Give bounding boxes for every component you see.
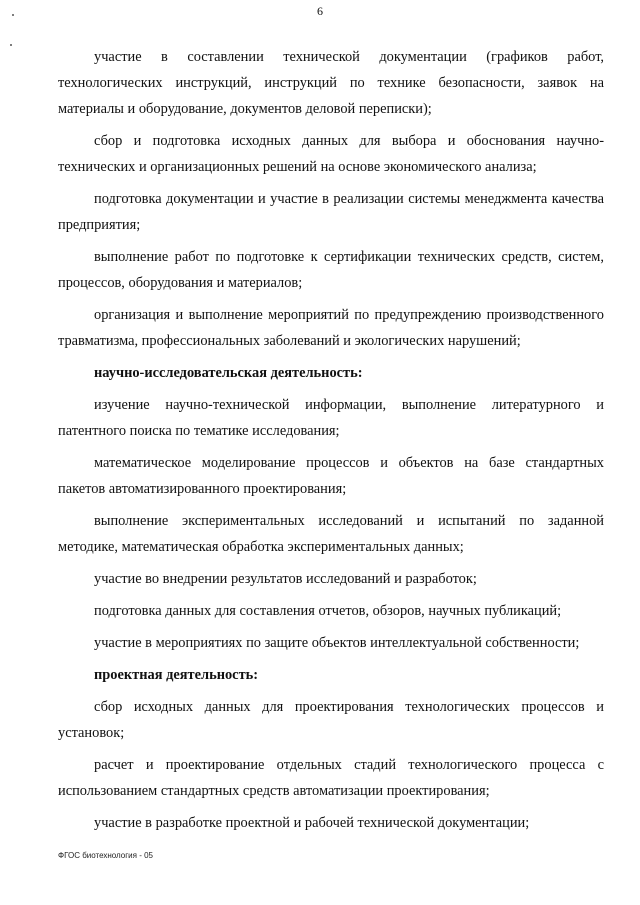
- section-heading: научно-исследовательская деятельность:: [94, 365, 363, 381]
- paragraph: участие в разработке проектной и рабочей технической документации;: [94, 815, 530, 831]
- paragraph: подготовка данных для составления отчетов, обзоров, научных публикаций;: [94, 603, 562, 619]
- paragraph: расчет и проектирование отдельных стадий технологического процесса с использованием стандартных средств автоматизации проектирования;: [58, 757, 604, 799]
- section-heading: проектная деятельность:: [94, 667, 259, 683]
- scan-speck: [10, 44, 12, 46]
- footer-label: ФГОС биотехнология - 05: [58, 851, 153, 860]
- paragraph: подготовка документации и участие в реализации системы менеджмента качества предприятия;: [58, 191, 604, 233]
- page-number: 6: [317, 4, 323, 18]
- paragraph: изучение научно-технической информации, выполнение литературного и патентного поиска по тематике исследования;: [58, 397, 604, 439]
- document-body: [58, 44, 604, 842]
- paragraph: сбор исходных данных для проектирования технологических процессов и установок;: [58, 699, 604, 741]
- paragraph: выполнение экспериментальных исследований и испытаний по заданной методике, математическая обработка экспериментальных данных;: [58, 513, 604, 555]
- paragraph: участие в составлении технической документации (графиков работ, технологических инструкций, инструкций по технике безопасности, заявок на материалы и оборудование, документов деловой переписки);: [58, 49, 604, 117]
- paragraph: организация и выполнение мероприятий по предупреждению производственного травматизма, профессиональных заболеваний и экологических нарушений;: [58, 307, 604, 349]
- paragraph: математическое моделирование процессов и объектов на базе стандартных пакетов автоматизированного проектирования;: [58, 455, 604, 497]
- paragraph: участие в мероприятиях по защите объектов интеллектуальной собственности;: [94, 635, 580, 651]
- paragraph: сбор и подготовка исходных данных для выбора и обоснования научно-технических и организационных решений на основе экономического анализа;: [58, 133, 604, 175]
- scan-speck: [12, 14, 14, 16]
- paragraph: участие во внедрении результатов исследований и разработок;: [94, 571, 477, 587]
- paragraph: выполнение работ по подготовке к сертификации технических средств, систем, процессов, оборудования и материалов;: [58, 249, 604, 291]
